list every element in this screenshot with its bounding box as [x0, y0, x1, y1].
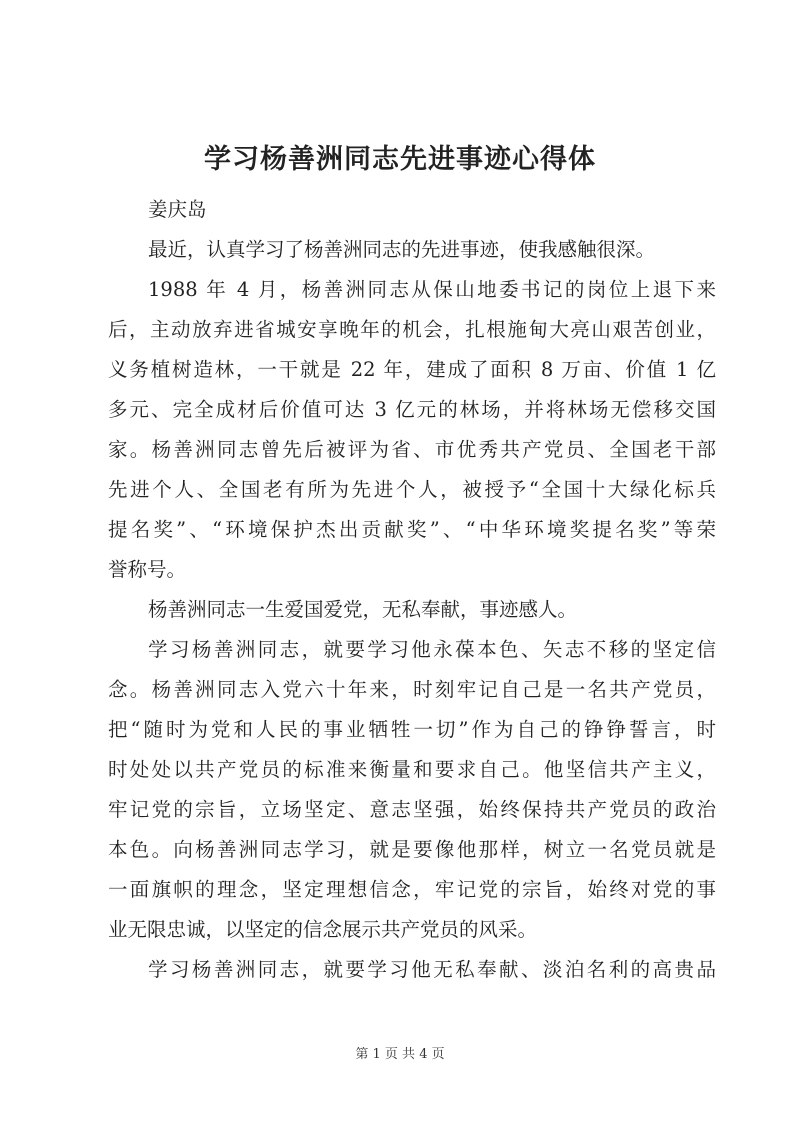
text-line: 念。杨善洲同志入党六十年来，时刻牢记自己是一名共产党员， [108, 678, 716, 701]
text-line: 义务植树造林，一干就是 22 年，建成了面积 8 万亩、价值 1 亿 [108, 358, 716, 381]
text-line: 先进个人、全国老有所为先进个人，被授予“全国十大绿化标兵 [108, 478, 716, 501]
document-body [108, 190, 716, 990]
text-line: 后，主动放弃进省城安享晚年的机会，扎根施甸大亮山艰苦创业， [108, 318, 716, 341]
author-line: 姜庆岛 [148, 198, 207, 221]
text-line: 杨善洲同志一生爱国爱党，无私奉献，事迹感人。 [148, 598, 578, 621]
text-line: 牢记党的宗旨，立场坚定、意志坚强，始终保持共产党员的政治 [108, 798, 716, 821]
text-line: 把“随时为党和人民的事业牺牲一切”作为自己的铮铮誓言，时 [108, 718, 716, 741]
text-line: 学习杨善洲同志，就要学习他永葆本色、矢志不移的坚定信 [148, 638, 716, 661]
text-line: 学习杨善洲同志，就要学习他无私奉献、淡泊名利的高贵品 [148, 958, 716, 981]
page-footer: 第 1 页 共 4 页 [355, 1047, 445, 1062]
text-line: 本色。向杨善洲同志学习，就是要像他那样，树立一名党员就是 [108, 838, 716, 861]
text-line: 誉称号。 [108, 558, 187, 581]
text-line: 业无限忠诚，以坚定的信念展示共产党员的风采。 [108, 918, 538, 941]
text-line: 最近，认真学习了杨善洲同志的先进事迹，使我感触很深。 [148, 238, 656, 261]
text-line: 家。杨善洲同志曾先后被评为省、市优秀共产党员、全国老干部 [108, 438, 716, 461]
text-line: 提名奖”、“环境保护杰出贡献奖”、“中华环境奖提名奖”等荣 [108, 518, 716, 541]
text-line: 一面旗帜的理念，坚定理想信念，牢记党的宗旨，始终对党的事 [108, 878, 716, 901]
text-line: 时处处以共产党员的标准来衡量和要求自己。他坚信共产主义， [108, 758, 716, 781]
text-line: 1988 年 4 月，杨善洲同志从保山地委书记的岗位上退下来 [148, 278, 716, 301]
text-line: 多元、完全成材后价值可达 3 亿元的林场，并将林场无偿移交国 [108, 398, 716, 421]
document-title: 学习杨善洲同志先进事迹心得体 [204, 144, 596, 175]
